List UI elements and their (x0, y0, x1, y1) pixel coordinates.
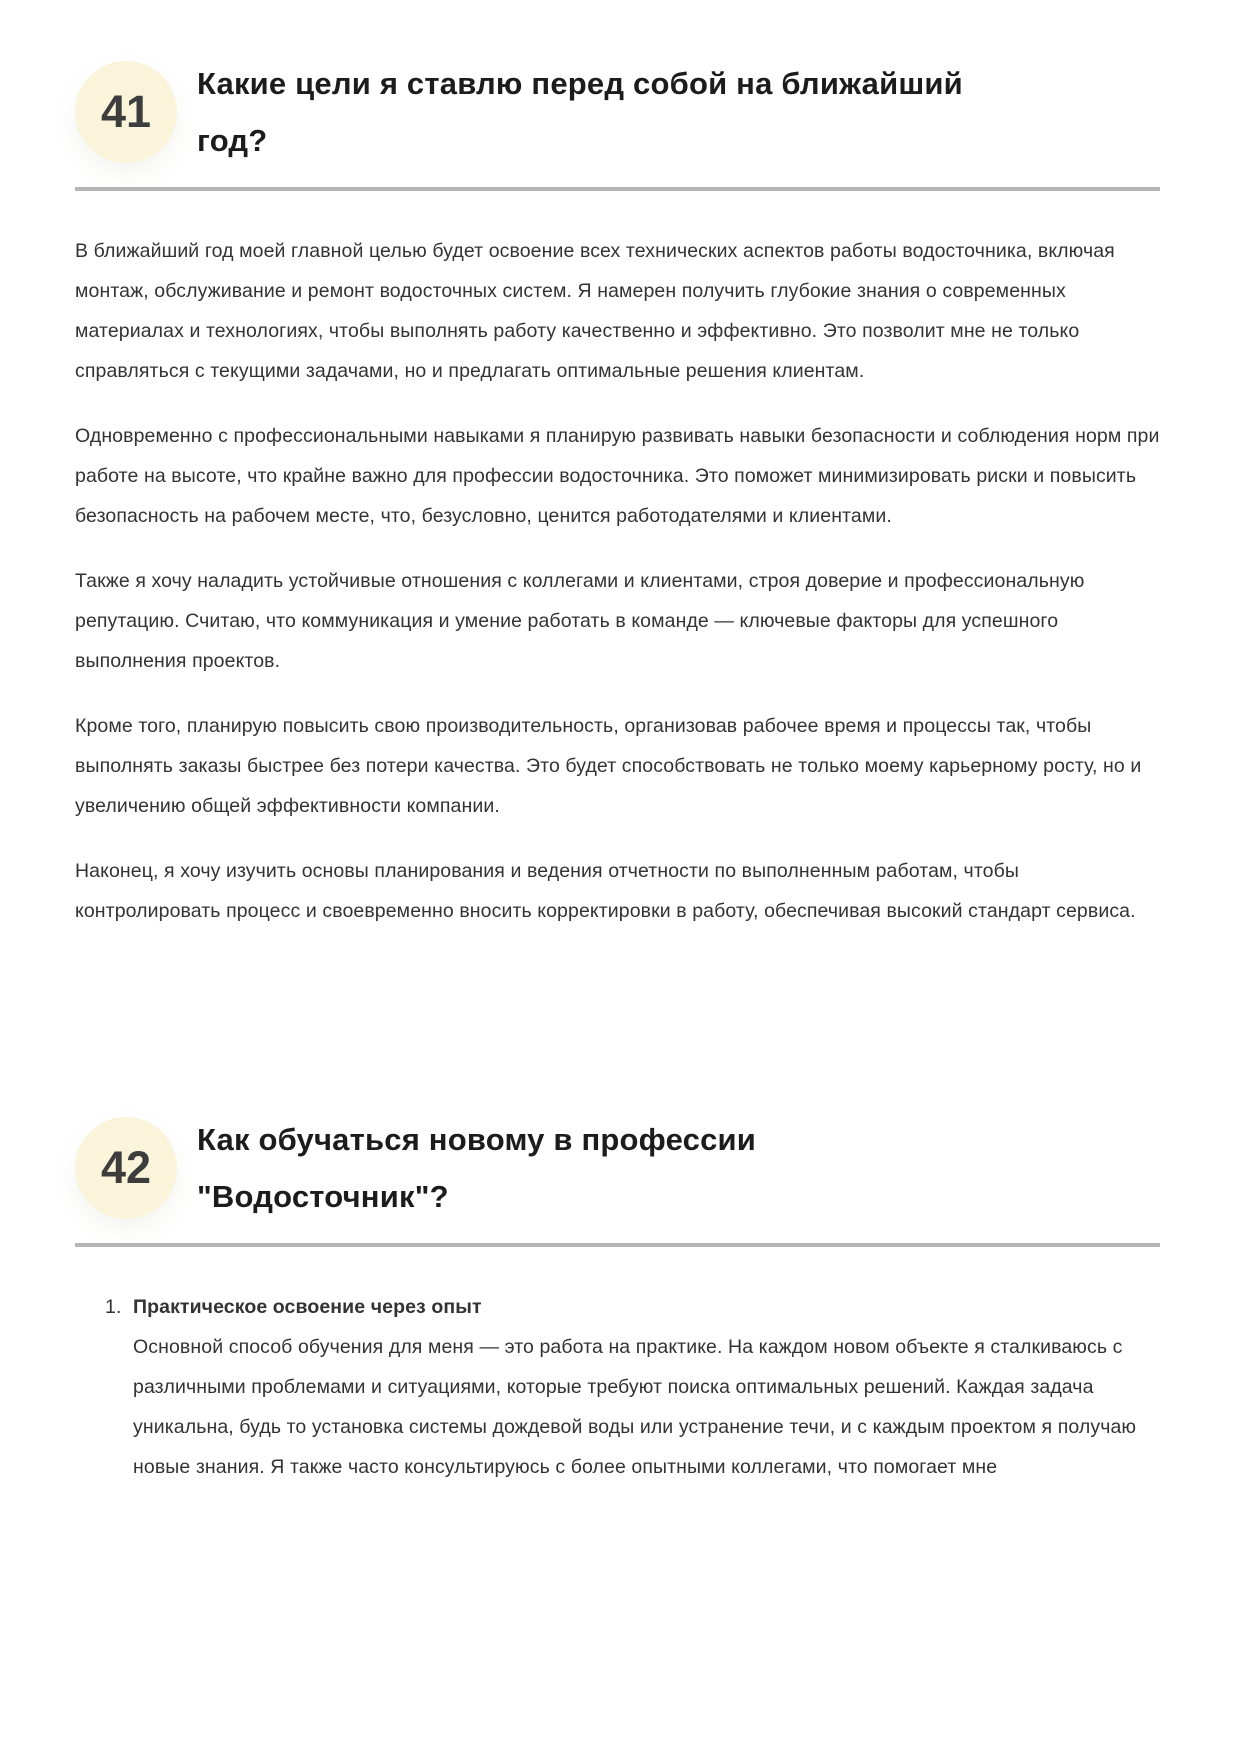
section-41-header (75, 55, 1160, 169)
section-42-title-line-1: Как обучаться новому в профессии (197, 1122, 757, 1157)
section-42-divider (75, 1243, 1160, 1247)
section-41-title-line-2: год? (197, 123, 268, 158)
section-42-header (75, 1111, 1160, 1225)
section-41-title-line-1: Какие цели я ставлю перед собой на ближайший (197, 66, 963, 101)
paragraph-goals-4: Кроме того, планирую повысить свою производительность, организовав рабочее время и процессы так, чтобы выполнять заказы быстрее без потери качества. Это будет способствовать не только моему карьерному росту, но и увеличению общей эффективности компании. (75, 715, 1142, 817)
paragraph-goals-1: В ближайший год моей главной целью будет освоение всех технических аспектов работы водосточника, включая монтаж, обслуживание и ремонт водосточных систем. Я намерен получить глубокие знания о современных материалах и технологиях, чтобы выполнять работу качественно и эффективно. Это позволит мне не только справляться с текущими задачами, но и предлагать оптимальные решения клиентам. (75, 240, 1115, 382)
list-item-title: Практическое освоение через опыт (133, 1296, 482, 1318)
section-41-title (197, 55, 963, 169)
section-42-title (197, 1111, 756, 1225)
list-item (105, 1287, 1160, 1487)
section-42 (75, 1111, 1160, 1487)
question-number-badge-41: 41 (75, 61, 177, 163)
section-42-title-line-2: "Водосточник"? (197, 1179, 449, 1214)
paragraph-goals-2: Одновременно с профессиональными навыками я планирую развивать навыки безопасности и соблюдения норм при работе на высоте, что крайне важно для профессии водосточника. Это поможет минимизировать риски и повысить безопасность на рабочем месте, что, безусловно, ценится работодателями и клиентами. (75, 425, 1160, 527)
section-41 (75, 55, 1160, 931)
list-item-number: 1. (105, 1296, 122, 1318)
list-item-content (133, 1287, 1160, 1487)
paragraph-goals-3: Также я хочу наладить устойчивые отношения с коллегами и клиентами, строя доверие и профессиональную репутацию. Считаю, что коммуникация и умение работать в команде — ключевые факторы для успешного выполнения проектов. (75, 570, 1085, 672)
question-number-badge-42: 42 (75, 1117, 177, 1219)
section-41-divider (75, 187, 1160, 191)
learning-methods-list (75, 1287, 1160, 1487)
paragraph-goals-5: Наконец, я хочу изучить основы планирования и ведения отчетности по выполненным работам, чтобы контролировать процесс и своевременно вносить корректировки в работу, обеспечивая высокий стандарт сервиса. (75, 860, 1136, 922)
list-item-text: Основной способ обучения для меня — это работа на практике. На каждом новом объекте я сталкиваюсь с различными проблемами и ситуациями, которые требуют поиска оптимальных решений. Каждая задача уникальна, будь то установка системы дождевой воды или устранение течи, и с каждым проектом я получаю новые знания. Я также часто консультируюсь с более опытными коллегами, что помогает мне (133, 1336, 1137, 1478)
